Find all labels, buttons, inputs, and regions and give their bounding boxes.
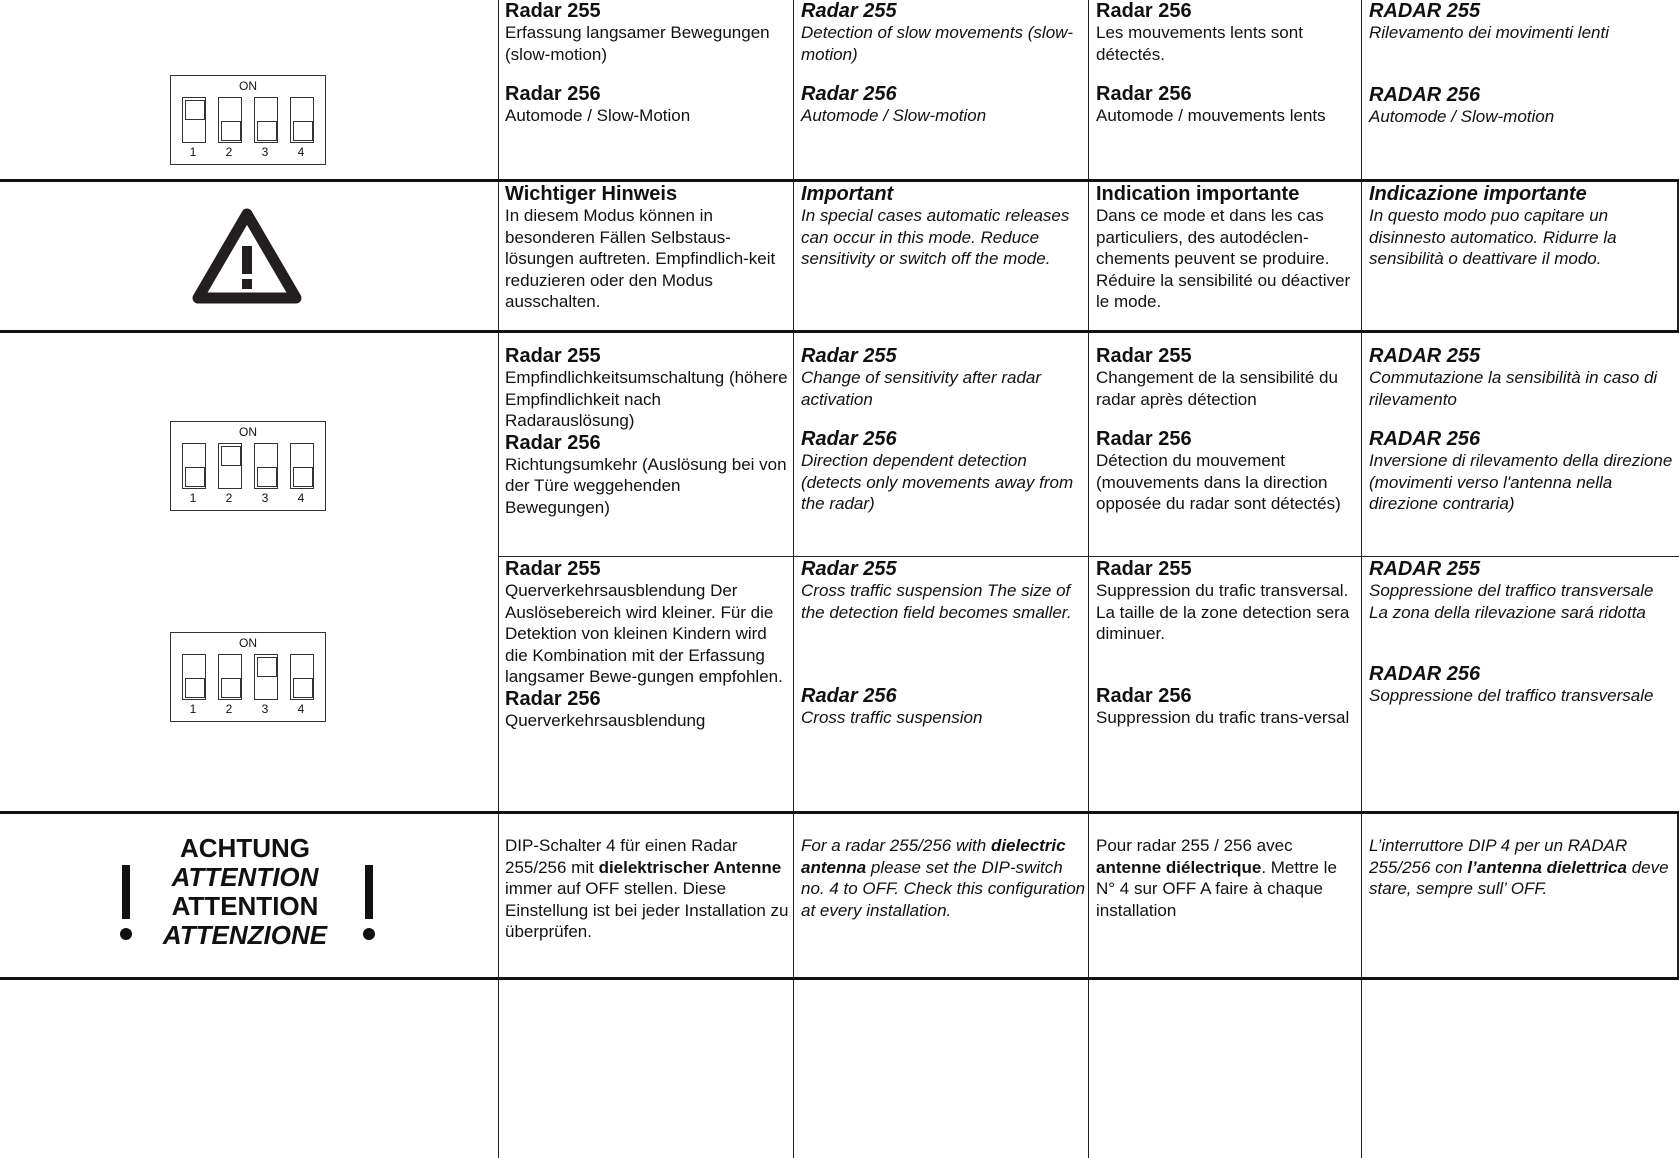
dip-number: 4	[297, 702, 305, 716]
dip-number: 3	[261, 145, 269, 159]
row3-fr: Radar 255 Changement de la sensibilité du radar après détection Radar 256 Détection du mouvement (mouvements dans la direction opposée du radar sont détectés)	[1096, 345, 1341, 513]
dip-switch-4	[290, 443, 314, 489]
column-divider	[1361, 0, 1362, 1158]
dip-on-label: ON	[239, 425, 257, 439]
dip-on-label: ON	[239, 636, 257, 650]
dip-number: 1	[189, 145, 197, 159]
dip-number: 2	[225, 491, 233, 505]
row2-de: Wichtiger Hinweis In diesem Modus können in besonderen Fällen Selbstaus-lösungen auftreten. Empfindlich-keit reduzieren oder den Modus ausschalten.	[505, 183, 776, 311]
attention-label-fr: ATTENTION	[171, 891, 319, 921]
attention-it: L’interruttore DIP 4 per un RADAR 255/256 con l’antenna dielettrica deve stare, sempre sull’ OFF.	[1369, 836, 1669, 898]
dip-switch-4	[290, 97, 314, 143]
dip-number: 4	[297, 491, 305, 505]
dip-switch-3	[254, 443, 278, 489]
row-divider	[0, 179, 1679, 182]
dip-number: 2	[225, 702, 233, 716]
row3-it: RADAR 255 Commutazione la sensibilità in caso di rilevamento RADAR 256 Inversione di rilevamento della direzione (movimenti verso l'antenna nella direzione contraria)	[1369, 345, 1673, 513]
row1-en: Radar 255 Detection of slow movements (slow-motion) Radar 256 Automode / Slow-motion	[801, 0, 1074, 125]
warning-triangle-icon	[192, 208, 302, 304]
row-divider	[0, 811, 1679, 814]
dip-number: 3	[261, 491, 269, 505]
dip-switch-2	[218, 654, 242, 700]
row1-de: Radar 255 Erfassung langsamer Bewegungen (slow-motion) Radar 256 Automode / Slow-Motion	[505, 0, 770, 125]
exclamation-icon	[361, 865, 377, 943]
dip-switch-3	[254, 654, 278, 700]
attention-label-it: ATTENZIONE	[162, 920, 328, 950]
column-divider	[498, 0, 499, 1158]
dip-switch-diagram	[170, 632, 326, 722]
dip-switch-4	[290, 654, 314, 700]
row1-it: RADAR 255 Rilevamento dei movimenti lenti RADAR 256 Automode / Slow-motion	[1369, 0, 1609, 126]
row3-de: Radar 255 Empfindlichkeitsumschaltung (höhere Empfindlichkeit nach Radarauslösung) Radar 256 Richtungsumkehr (Auslösung bei von der Türe weggehenden Bewegungen)	[505, 345, 788, 517]
attention-label-en: ATTENTION	[171, 862, 319, 892]
dip-number: 1	[189, 702, 197, 716]
dip-switch-3	[254, 97, 278, 143]
row4-fr: Radar 255 Suppression du trafic transversal. La taille de la zone detection sera diminuer. Radar 256 Suppression du trafic trans-versal	[1096, 558, 1350, 727]
dip-switch-1	[182, 97, 206, 143]
row-divider	[498, 556, 1679, 557]
column-divider	[1088, 0, 1089, 1158]
dip-number: 1	[189, 491, 197, 505]
attention-de: DIP-Schalter 4 für einen Radar 255/256 mit dielektrischer Antenne immer auf OFF stellen. Diese Einstellung ist bei jeder Installation zu überprüfen.	[505, 836, 789, 941]
attention-label-de: ACHTUNG	[180, 833, 310, 863]
row2-fr: Indication importante Dans ce mode et dans les cas particuliers, des autodéclen-chements peuvent se produire. Réduire la sensibilité ou déactiver le mode.	[1096, 183, 1351, 311]
row4-it: RADAR 255 Soppressione del traffico transversale La zona della rilevazione sará ridotta RADAR 256 Soppressione del traffico transversale	[1369, 558, 1654, 705]
attention-fr: Pour radar 255 / 256 avec antenne diélectrique. Mettre le N° 4 sur OFF A faire à chaque installation	[1096, 836, 1337, 920]
dip-number: 2	[225, 145, 233, 159]
attention-en: For a radar 255/256 with dielectric antenna please set the DIP-switch no. 4 to OFF. Check this configuration at every installation.	[801, 836, 1086, 920]
column-divider	[793, 0, 794, 1158]
dip-number: 4	[297, 145, 305, 159]
row4-en: Radar 255 Cross traffic suspension The size of the detection field becomes smaller. Radar 256 Cross traffic suspension	[801, 558, 1072, 727]
dip-switch-diagram	[170, 75, 326, 165]
row1-fr: Radar 256 Les mouvements lents sont détectés. Radar 256 Automode / mouvements lents	[1096, 0, 1326, 125]
dip-switch-2	[218, 443, 242, 489]
row-divider	[0, 977, 1679, 980]
row2-it: Indicazione importante In questo modo puo capitare un disinnesto automatico. Ridurre la sensibilità o deattivare il modo.	[1369, 183, 1617, 268]
dip-number: 3	[261, 702, 269, 716]
dip-switch-1	[182, 654, 206, 700]
row4-de: Radar 255 Querverkehrsausblendung Der Auslösebereich wird kleiner. Für die Detektion von kleinen Kindern wird die Kombination mit der Erfassung langsamer Bewe-gungen empfohlen. Radar 256 Querverkehrsausblendung	[505, 558, 783, 730]
dip-switch-1	[182, 443, 206, 489]
row-divider	[0, 330, 1679, 333]
dip-on-label: ON	[239, 79, 257, 93]
dip-switch-2	[218, 97, 242, 143]
dip-switch-diagram	[170, 421, 326, 511]
row3-en: Radar 255 Change of sensitivity after radar activation Radar 256 Direction dependent detection (detects only movements away from the radar)	[801, 345, 1074, 513]
row2-en: Important In special cases automatic releases can occur in this mode. Reduce sensitivity or switch off the mode.	[801, 183, 1070, 268]
